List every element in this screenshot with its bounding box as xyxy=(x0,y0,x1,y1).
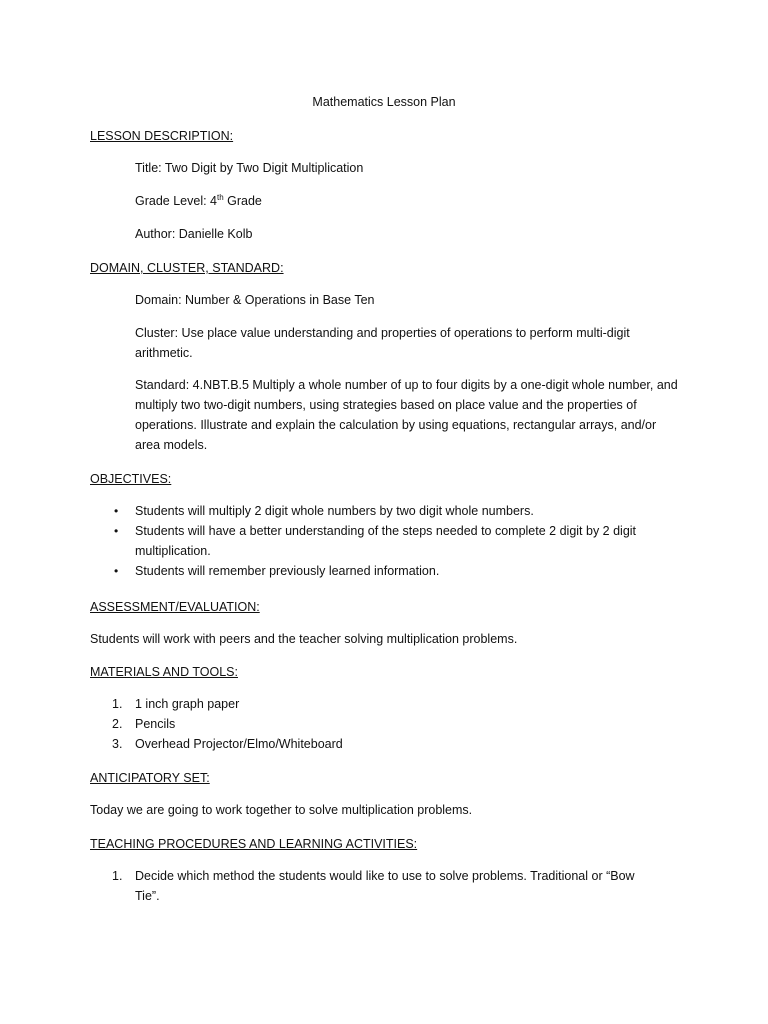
list-item xyxy=(90,694,690,714)
objective-text: Students will remember previously learned information. xyxy=(135,564,440,578)
material-text: Overhead Projector/Elmo/Whiteboard xyxy=(135,737,343,751)
cluster-text: Cluster: Use place value understanding and properties of operations to perform multi-digit arithmetic. xyxy=(135,326,630,360)
list-number: 3. xyxy=(112,737,123,751)
objectives-heading: OBJECTIVES: xyxy=(90,472,172,486)
domain-cluster-standard-heading: DOMAIN, CLUSTER, STANDARD: xyxy=(90,261,284,275)
grade-level xyxy=(135,191,695,211)
list-item xyxy=(90,714,690,734)
material-text: 1 inch graph paper xyxy=(135,697,240,711)
anticipatory-set-heading: ANTICIPATORY SET: xyxy=(90,771,210,785)
material-text: Pencils xyxy=(135,717,176,731)
list-number: 1. xyxy=(112,697,123,711)
list-number: 2. xyxy=(112,717,123,731)
objective-text: Students will multiply 2 digit whole numbers by two digit whole numbers. xyxy=(135,504,534,518)
domain-text: Domain: Number & Operations in Base Ten xyxy=(135,293,375,307)
standard-text: Standard: 4.NBT.B.5 Multiply a whole number of up to four digits by a one-digit whole number, and multiply two two-digit numbers, using strategies based on place value and the properties of operations. Illustrate and explain the calculation by using equations, rectangular arrays, and/or area models. xyxy=(135,378,678,452)
bullet-icon: • xyxy=(114,564,119,578)
grade-level-suffix: Grade xyxy=(223,194,262,208)
list-number: 1. xyxy=(112,869,123,883)
procedure-text: Decide which method the students would like to use to solve problems. Traditional or “Bow Tie”. xyxy=(135,869,635,903)
list-item xyxy=(90,561,690,581)
anticipatory-set-text: Today we are going to work together to solve multiplication problems. xyxy=(90,803,473,817)
objective-text: Students will have a better understanding of the steps needed to complete 2 digit by 2 digit multiplication. xyxy=(135,524,637,558)
list-item xyxy=(90,521,655,561)
objectives-list xyxy=(90,501,690,581)
grade-level-superscript: th xyxy=(217,192,224,202)
assessment-heading: ASSESSMENT/EVALUATION: xyxy=(90,600,260,614)
document-title: Mathematics Lesson Plan xyxy=(312,95,456,109)
grade-level-prefix: Grade Level: 4 xyxy=(135,194,217,208)
bullet-icon: • xyxy=(114,504,119,518)
list-item xyxy=(90,501,690,521)
teaching-procedures-heading: TEACHING PROCEDURES AND LEARNING ACTIVITIES: xyxy=(90,837,418,851)
materials-list xyxy=(90,694,690,754)
author: Author: Danielle Kolb xyxy=(135,227,253,241)
bullet-icon: • xyxy=(114,524,119,538)
assessment-text: Students will work with peers and the teacher solving multiplication problems. xyxy=(90,632,518,646)
lesson-description-heading: LESSON DESCRIPTION: xyxy=(90,129,234,143)
list-item xyxy=(90,866,655,906)
materials-heading: MATERIALS AND TOOLS: xyxy=(90,665,238,679)
list-item xyxy=(90,734,690,754)
lesson-title: Title: Two Digit by Two Digit Multiplication xyxy=(135,161,364,175)
teaching-procedures-list xyxy=(90,866,690,906)
